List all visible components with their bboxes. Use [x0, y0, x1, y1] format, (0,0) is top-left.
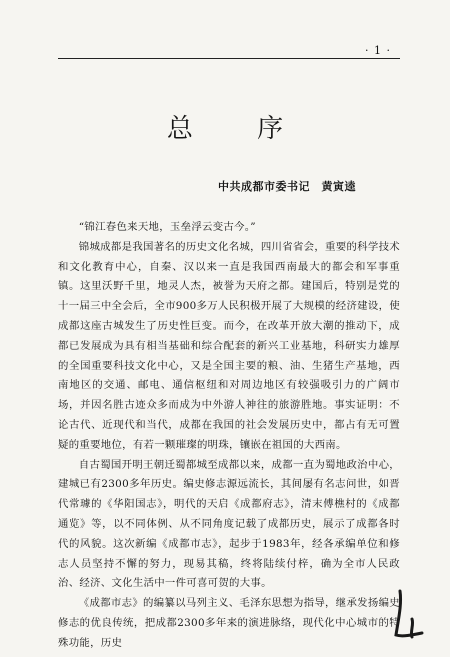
paragraph-1: 锦城成都是我国著名的历史文化名城，四川省省会，重要的科学技术和文化教育中心，自秦、汉以来一直是我国西南最大的都会和军事重镇。这里沃野千里，地灵人杰，被誉为天府之都。建国后，特别是党的十一届三中全会后，全市900多万人民积极开展了大规模的经济建设，使成都这座古城发生了历史性巨变。而今，在改革开放大潮的推动下，成都已发展成为具有相当基础和综合配套的新兴工业基地，科研实力雄厚的全国重要科技文化中心，又是全国主要的粮、油、生猪生产基地，西南地区的交通、邮电、通信枢纽和对周边地区有较强吸引力的广阔市场，并因名胜古迹众多而成为中外游人神往的旅游胜地。事实证明：不论古代、近现代和当代，成都在我国的社会发展历史中，都占有无可置疑的重要地位，有若一颗璀璨的明珠，镶嵌在祖国的大西南。: [58, 240, 400, 451]
body-text: [58, 218, 400, 654]
page-title: 总 序: [166, 114, 312, 144]
paragraph-quote: “锦江春色来天地，玉垒浮云变古今。”: [78, 221, 256, 233]
paragraph-2: 自古蜀国开明王朝迁蜀都城至成都以来，成都一直为蜀地政治中心，建城已有2300多年历史。编史修志源远流长，其间屡有名志问世，如晋代常璩的《华阳国志》，明代的天启《成都府志》，清末傅樵村的《成都通览》等，以不同体例、从不同角度记载了成都历史，展示了成都各时代的风貌。这次新编《成都市志》，起步于1983年，经各承编单位和修志人员坚持不懈的努力，现易其稿，终将陆续付梓，确为全市人民政治、经济、文化生活中一件可喜可贺的大事。: [58, 458, 400, 590]
paragraph-3: 《成都市志》的编纂以马列主义、毛泽东思想为指导，继承发扬编史修志的优良传统，把成都2300多年来的演进脉络，现代化中心城市的特殊功能，历史: [58, 597, 400, 649]
page-number: · 1 ·: [365, 44, 391, 57]
handwritten-mark: [392, 585, 428, 645]
author-line: 中共成都市委书记 黄寅逵: [218, 180, 356, 193]
header-rule: [58, 58, 400, 59]
